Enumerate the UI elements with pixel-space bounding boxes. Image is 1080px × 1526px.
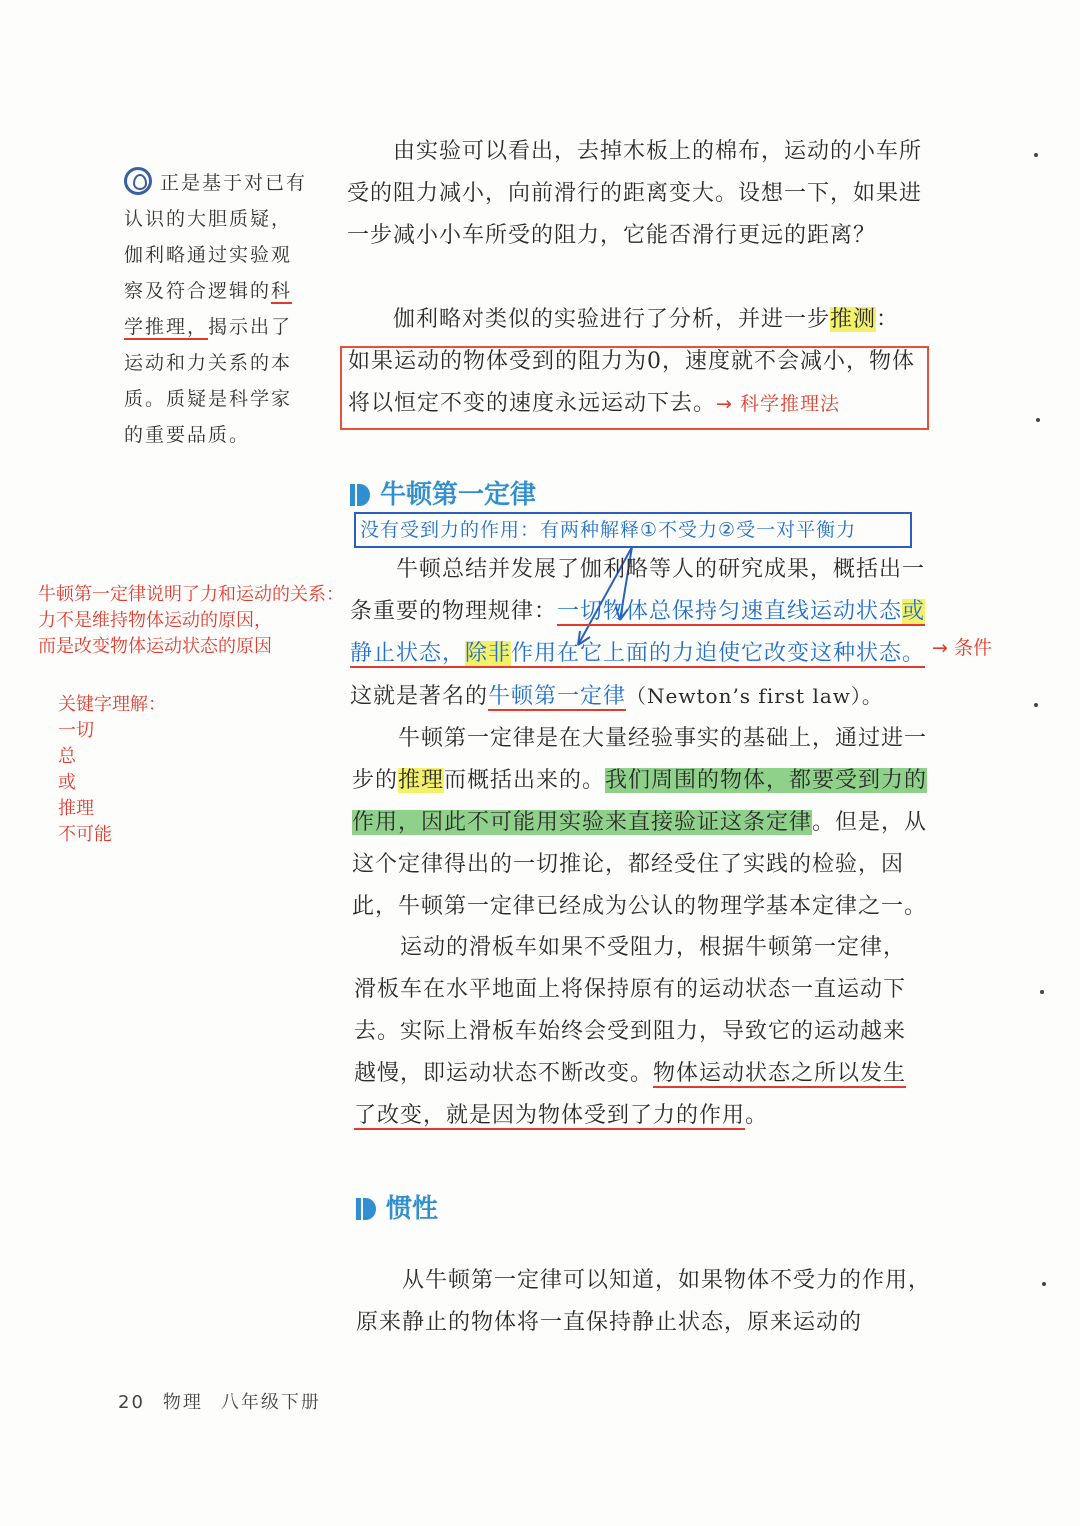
- scientific-reasoning-note: → 科学推理法: [716, 393, 840, 415]
- para4-underlined: 物体运动状态之所以发生了改变，就是因为物体受到了力的作用: [354, 1061, 907, 1128]
- para2-post: ：: [876, 307, 900, 332]
- section-heading-newton: [350, 474, 536, 511]
- para3-pre: 牛顿第一定律是在大量经验事实的基础上，通过进一步的: [352, 726, 928, 793]
- law-name: 牛顿第一定律: [488, 684, 627, 709]
- section-heading-inertia: [356, 1188, 438, 1225]
- keywords-title: 关键字理解：: [58, 694, 166, 715]
- sidebar-text-post: 揭示出了运动和力关系的本质。质疑是科学家的重要品质。: [124, 316, 293, 446]
- left-red-note: [38, 582, 344, 660]
- law-statement-1: 一切物体总保持匀速直线运动状态: [557, 599, 903, 624]
- paragraph-5: 从牛顿第一定律可以知道，如果物体不受力的作用，原来静止的物体将一直保持静止状态，原来运动的: [356, 1268, 932, 1335]
- margin-dot: [1042, 1282, 1046, 1286]
- page-footer: [118, 1388, 321, 1414]
- boxed-text: 如果运动的物体受到的阻力为0，速度就不会减小，物体将以恒定不变的速度永远运动下去。: [348, 349, 915, 416]
- keyword-item: 推理: [58, 798, 94, 819]
- paragraph-2: [347, 299, 927, 341]
- sidebar-text-pre: 正是基于对已有认识的大胆质疑，伽利略通过实验观察及符合逻辑的: [124, 172, 308, 302]
- condition-note: → 条件: [932, 637, 992, 659]
- para4-post: 。: [745, 1103, 769, 1128]
- para3-mid: 而概括出来的。: [444, 768, 606, 793]
- highlight-tuice: 推测: [830, 307, 877, 332]
- law-tail-1: 这就是著名的: [350, 684, 489, 709]
- sidebar-note: [124, 165, 309, 453]
- section-title: 牛顿第一定律: [380, 480, 537, 510]
- keyword-item: 或: [58, 772, 76, 793]
- section-marker-icon: [356, 1198, 376, 1220]
- keyword-item: 不可能: [58, 824, 112, 845]
- law-unless-highlight: 除非: [465, 641, 512, 666]
- law-or-highlight: 或: [902, 599, 926, 624]
- highlight-green: 我们周围的物体，都要受到力的作用，因此不可能用实验来直接验证这条定律: [352, 768, 928, 835]
- section-marker-icon: [350, 484, 370, 506]
- keyword-item: 总: [58, 746, 76, 767]
- law-statement-3: 静止状态，: [350, 641, 466, 666]
- left-note-line-3: 而是改变物体运动状态的原因: [38, 636, 272, 657]
- boxed-paragraph: [348, 341, 923, 425]
- keyword-item: 一切: [58, 720, 94, 741]
- sidebar-underlined: 科学推理，: [124, 280, 293, 338]
- left-note-line-2: 力不是维持物体运动的原因，: [38, 610, 272, 631]
- law-english-name: （Newton’s first law）。: [626, 684, 883, 708]
- para4-pre: 运动的滑板车如果不受阻力，根据牛顿第一定律，滑板车在水平地面上将保持原有的运动状态一直运动下去。实际上滑板车始终会受到阻力，导致它的运动越来越慢，即运动状态不断改变。: [354, 935, 907, 1086]
- law-lead: 牛顿总结并发展了伽利略等人的研究成果，概括出一条重要的物理规律：: [350, 557, 926, 624]
- margin-dot: [1034, 153, 1038, 157]
- paragraph-1: 由实验可以看出，去掉木板上的棉布，运动的小车所受的阻力减小，向前滑行的距离变大。设想一下，如果进一步减小小车所受的阻力，它能否滑行更远的距离？: [347, 139, 923, 248]
- highlight-tuili: 推理: [398, 768, 445, 793]
- footer-grade: 八年级下册: [220, 1392, 321, 1413]
- paragraph-4: [354, 927, 928, 1137]
- left-note-line-1: 牛顿第一定律说明了力和运动的关系：: [38, 584, 344, 605]
- margin-dot: [1036, 418, 1040, 422]
- keywords-note: [58, 692, 166, 848]
- paragraph-3: [352, 718, 928, 928]
- para2-pre: 伽利略对类似的实验进行了分析，并进一步: [393, 307, 831, 332]
- tip-icon: [124, 167, 152, 195]
- law-statement-5: 作用在它上面的力迫使它改变这种状态。: [511, 641, 926, 666]
- page-number: 20: [118, 1392, 145, 1413]
- para3-post: 。但是，从这个定律得出的一切推论，都经受住了实践的检验，因此，牛顿第一定律已经成为公认的物理学基本定律之一。: [352, 810, 928, 919]
- law-paragraph: [350, 549, 928, 718]
- footer-subject: 物理: [162, 1392, 203, 1413]
- blue-box-note: 没有受到力的作用：有两种解释①不受力②受一对平衡力: [360, 519, 857, 541]
- margin-dot: [1034, 703, 1038, 707]
- section-title: 惯性: [386, 1194, 439, 1224]
- margin-dot: [1040, 990, 1044, 994]
